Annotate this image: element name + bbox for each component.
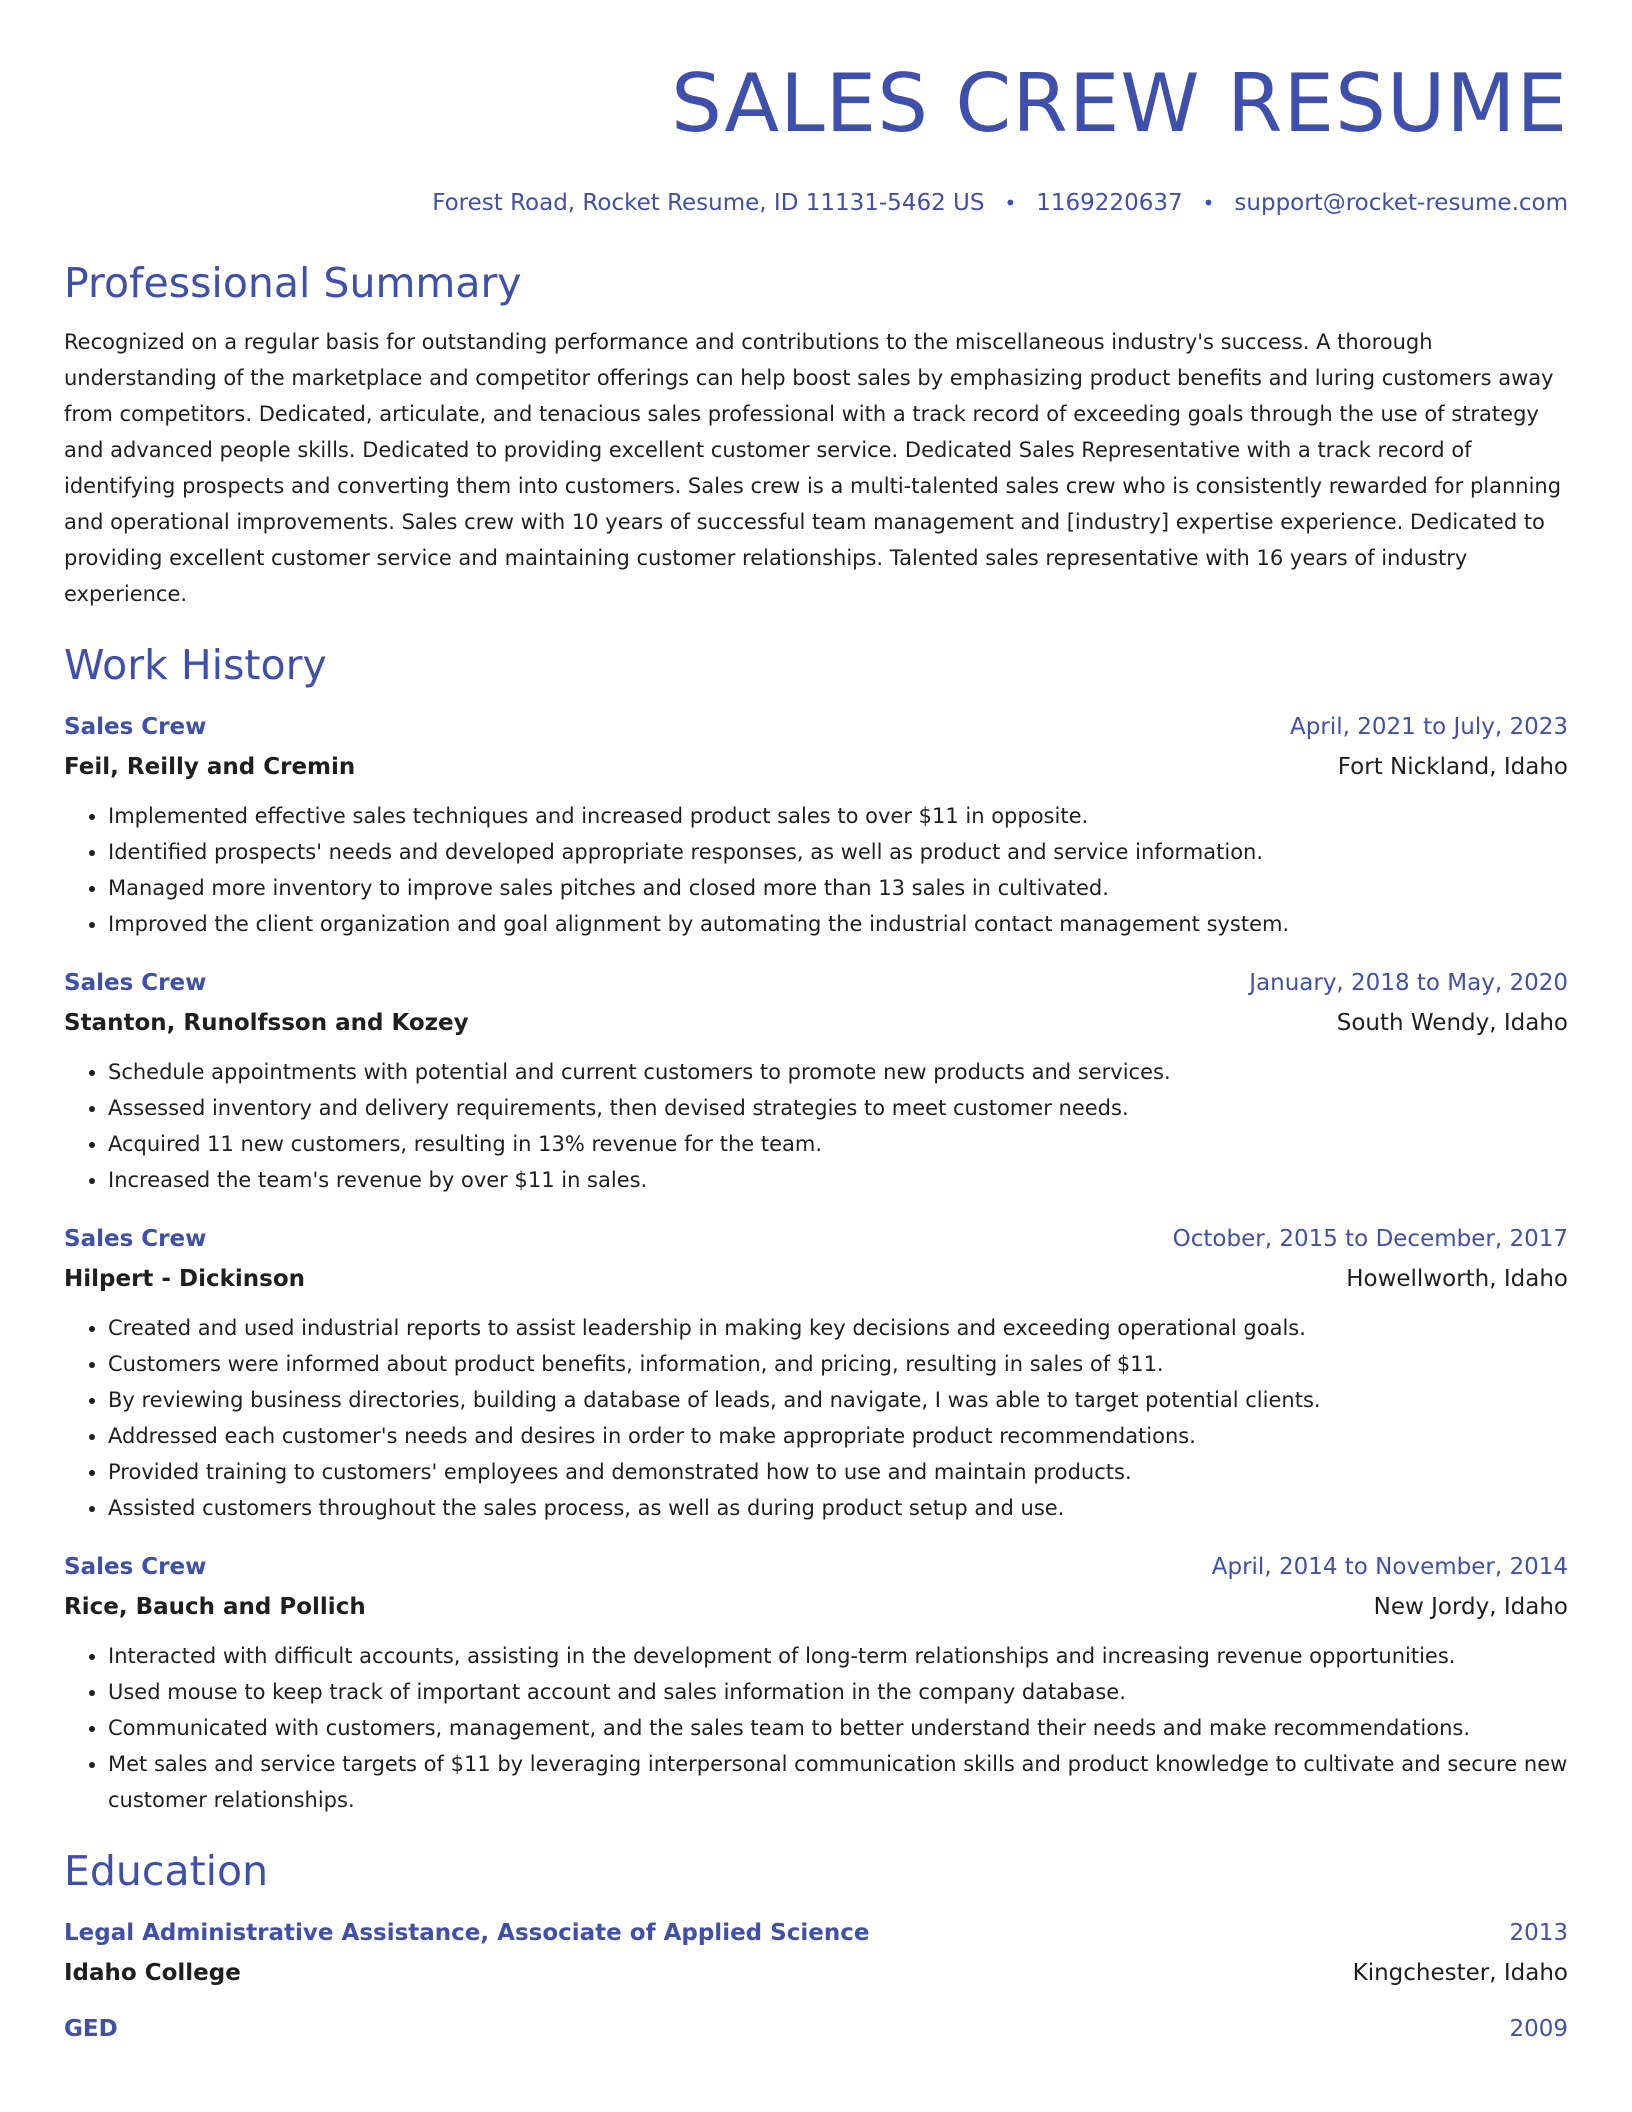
job-dates: January, 2018 to May, 2020: [1249, 970, 1568, 996]
employer-name: Rice, Bauch and Pollich: [64, 1594, 366, 1620]
job-dates: April, 2014 to November, 2014: [1211, 1554, 1568, 1580]
job-bullets: [64, 1310, 1568, 1526]
contact-email[interactable]: support@rocket-resume.com: [1234, 190, 1568, 216]
work-history-heading: Work History: [64, 641, 327, 689]
job-bullets: [64, 1054, 1568, 1198]
job-bullet: • Provided training to customers' employees and demonstrated how to use and maintain products.: [108, 1454, 1568, 1490]
contact-separator: •: [1004, 191, 1017, 215]
job-bullet: • Used mouse to keep track of important account and sales information in the company database.: [108, 1674, 1568, 1710]
job-bullet: • Assessed inventory and delivery requirements, then devised strategies to meet customer needs.: [108, 1090, 1568, 1126]
job-title: Sales Crew: [64, 714, 207, 740]
contact-line: [64, 188, 1568, 218]
graduation-year: 2009: [1509, 2016, 1568, 2042]
employer-name: Hilpert - Dickinson: [64, 1266, 306, 1292]
contact-phone: 1169220637: [1036, 190, 1183, 216]
job-entry: [64, 968, 1568, 1198]
resume-name: SALES CREW RESUME: [671, 57, 1568, 150]
summary-heading: Professional Summary: [64, 259, 522, 307]
job-title: Sales Crew: [64, 1226, 207, 1252]
job-location: South Wendy, Idaho: [1336, 1010, 1568, 1036]
contact-address: Forest Road, Rocket Resume, ID 11131-5462 US: [432, 190, 985, 216]
job-dates: April, 2021 to July, 2023: [1290, 714, 1568, 740]
job-bullet: • Met sales and service targets of $11 by leveraging interpersonal communication skills and product knowledge to cultivate and secure new customer relationships.: [108, 1746, 1568, 1818]
graduation-year: 2013: [1509, 1920, 1568, 1946]
job-entry: [64, 1552, 1568, 1818]
work-history-section: [64, 640, 1568, 1818]
job-bullet: • Implemented effective sales techniques and increased product sales to over $11 in opposite.: [108, 798, 1568, 834]
education-section: [64, 1846, 1568, 2044]
job-bullet: • Acquired 11 new customers, resulting in 13% revenue for the team.: [108, 1126, 1568, 1162]
job-location: New Jordy, Idaho: [1373, 1594, 1568, 1620]
job-bullet: • Schedule appointments with potential and current customers to promote new products and services.: [108, 1054, 1568, 1090]
job-bullet: • Improved the client organization and goal alignment by automating the industrial contact management system.: [108, 906, 1568, 942]
employer-name: Stanton, Runolfsson and Kozey: [64, 1010, 469, 1036]
education-heading: Education: [64, 1847, 269, 1895]
school-name: Idaho College: [64, 1960, 241, 1986]
education-entry: [64, 2014, 1568, 2044]
job-entry: [64, 1224, 1568, 1526]
summary-section: [64, 258, 1568, 612]
contact-separator: •: [1202, 191, 1215, 215]
employer-name: Feil, Reilly and Cremin: [64, 754, 356, 780]
job-bullets: [64, 1638, 1568, 1818]
school-location: Kingchester, Idaho: [1352, 1960, 1568, 1986]
resume-header: [64, 56, 1568, 218]
job-bullet: • Managed more inventory to improve sales pitches and closed more than 13 sales in cultivated.: [108, 870, 1568, 906]
job-bullets: [64, 798, 1568, 942]
job-bullet: • Identified prospects' needs and developed appropriate responses, as well as product and service information.: [108, 834, 1568, 870]
job-location: Howellworth, Idaho: [1346, 1266, 1568, 1292]
job-bullet: • Increased the team's revenue by over $11 in sales.: [108, 1162, 1568, 1198]
job-bullet: • Created and used industrial reports to assist leadership in making key decisions and exceeding operational goals.: [108, 1310, 1568, 1346]
job-bullet: • Interacted with difficult accounts, assisting in the development of long-term relationships and increasing revenue opportunities.: [108, 1638, 1568, 1674]
degree-name: Legal Administrative Assistance, Associate of Applied Science: [64, 1920, 870, 1946]
job-bullet: • Addressed each customer's needs and desires in order to make appropriate product recommendations.: [108, 1418, 1568, 1454]
job-bullet: • Customers were informed about product benefits, information, and pricing, resulting in sales of $11.: [108, 1346, 1568, 1382]
summary-text: Recognized on a regular basis for outstanding performance and contributions to the miscellaneous industry's success. A thorough understanding of the marketplace and competitor offerings can help boost sales by emphasizing product benefits and luring customers away from competitors. Dedicated, articulate, and tenacious sales professional with a track record of exceeding goals through the use of strategy and advanced people skills. Dedicated to providing excellent customer service. Dedicated Sales Representative with a track record of identifying prospects and converting them into customers. Sales crew is a multi-talented sales crew who is consistently rewarded for planning and operational improvements. Sales crew with 10 years of successful team management and [industry] expertise experience. Dedicated to providing excellent customer service and maintaining customer relationships. Talented sales representative with 16 years of industry experience.: [64, 330, 1562, 606]
job-dates: October, 2015 to December, 2017: [1172, 1226, 1568, 1252]
job-bullet: • By reviewing business directories, building a database of leads, and navigate, I was able to target potential clients.: [108, 1382, 1568, 1418]
education-entry: [64, 1918, 1568, 1988]
job-bullet: • Assisted customers throughout the sales process, as well as during product setup and use.: [108, 1490, 1568, 1526]
job-title: Sales Crew: [64, 1554, 207, 1580]
degree-name: GED: [64, 2016, 118, 2042]
job-title: Sales Crew: [64, 970, 207, 996]
job-entry: [64, 712, 1568, 942]
job-location: Fort Nickland, Idaho: [1337, 754, 1568, 780]
job-bullet: • Communicated with customers, management, and the sales team to better understand their needs and make recommendations.: [108, 1710, 1568, 1746]
